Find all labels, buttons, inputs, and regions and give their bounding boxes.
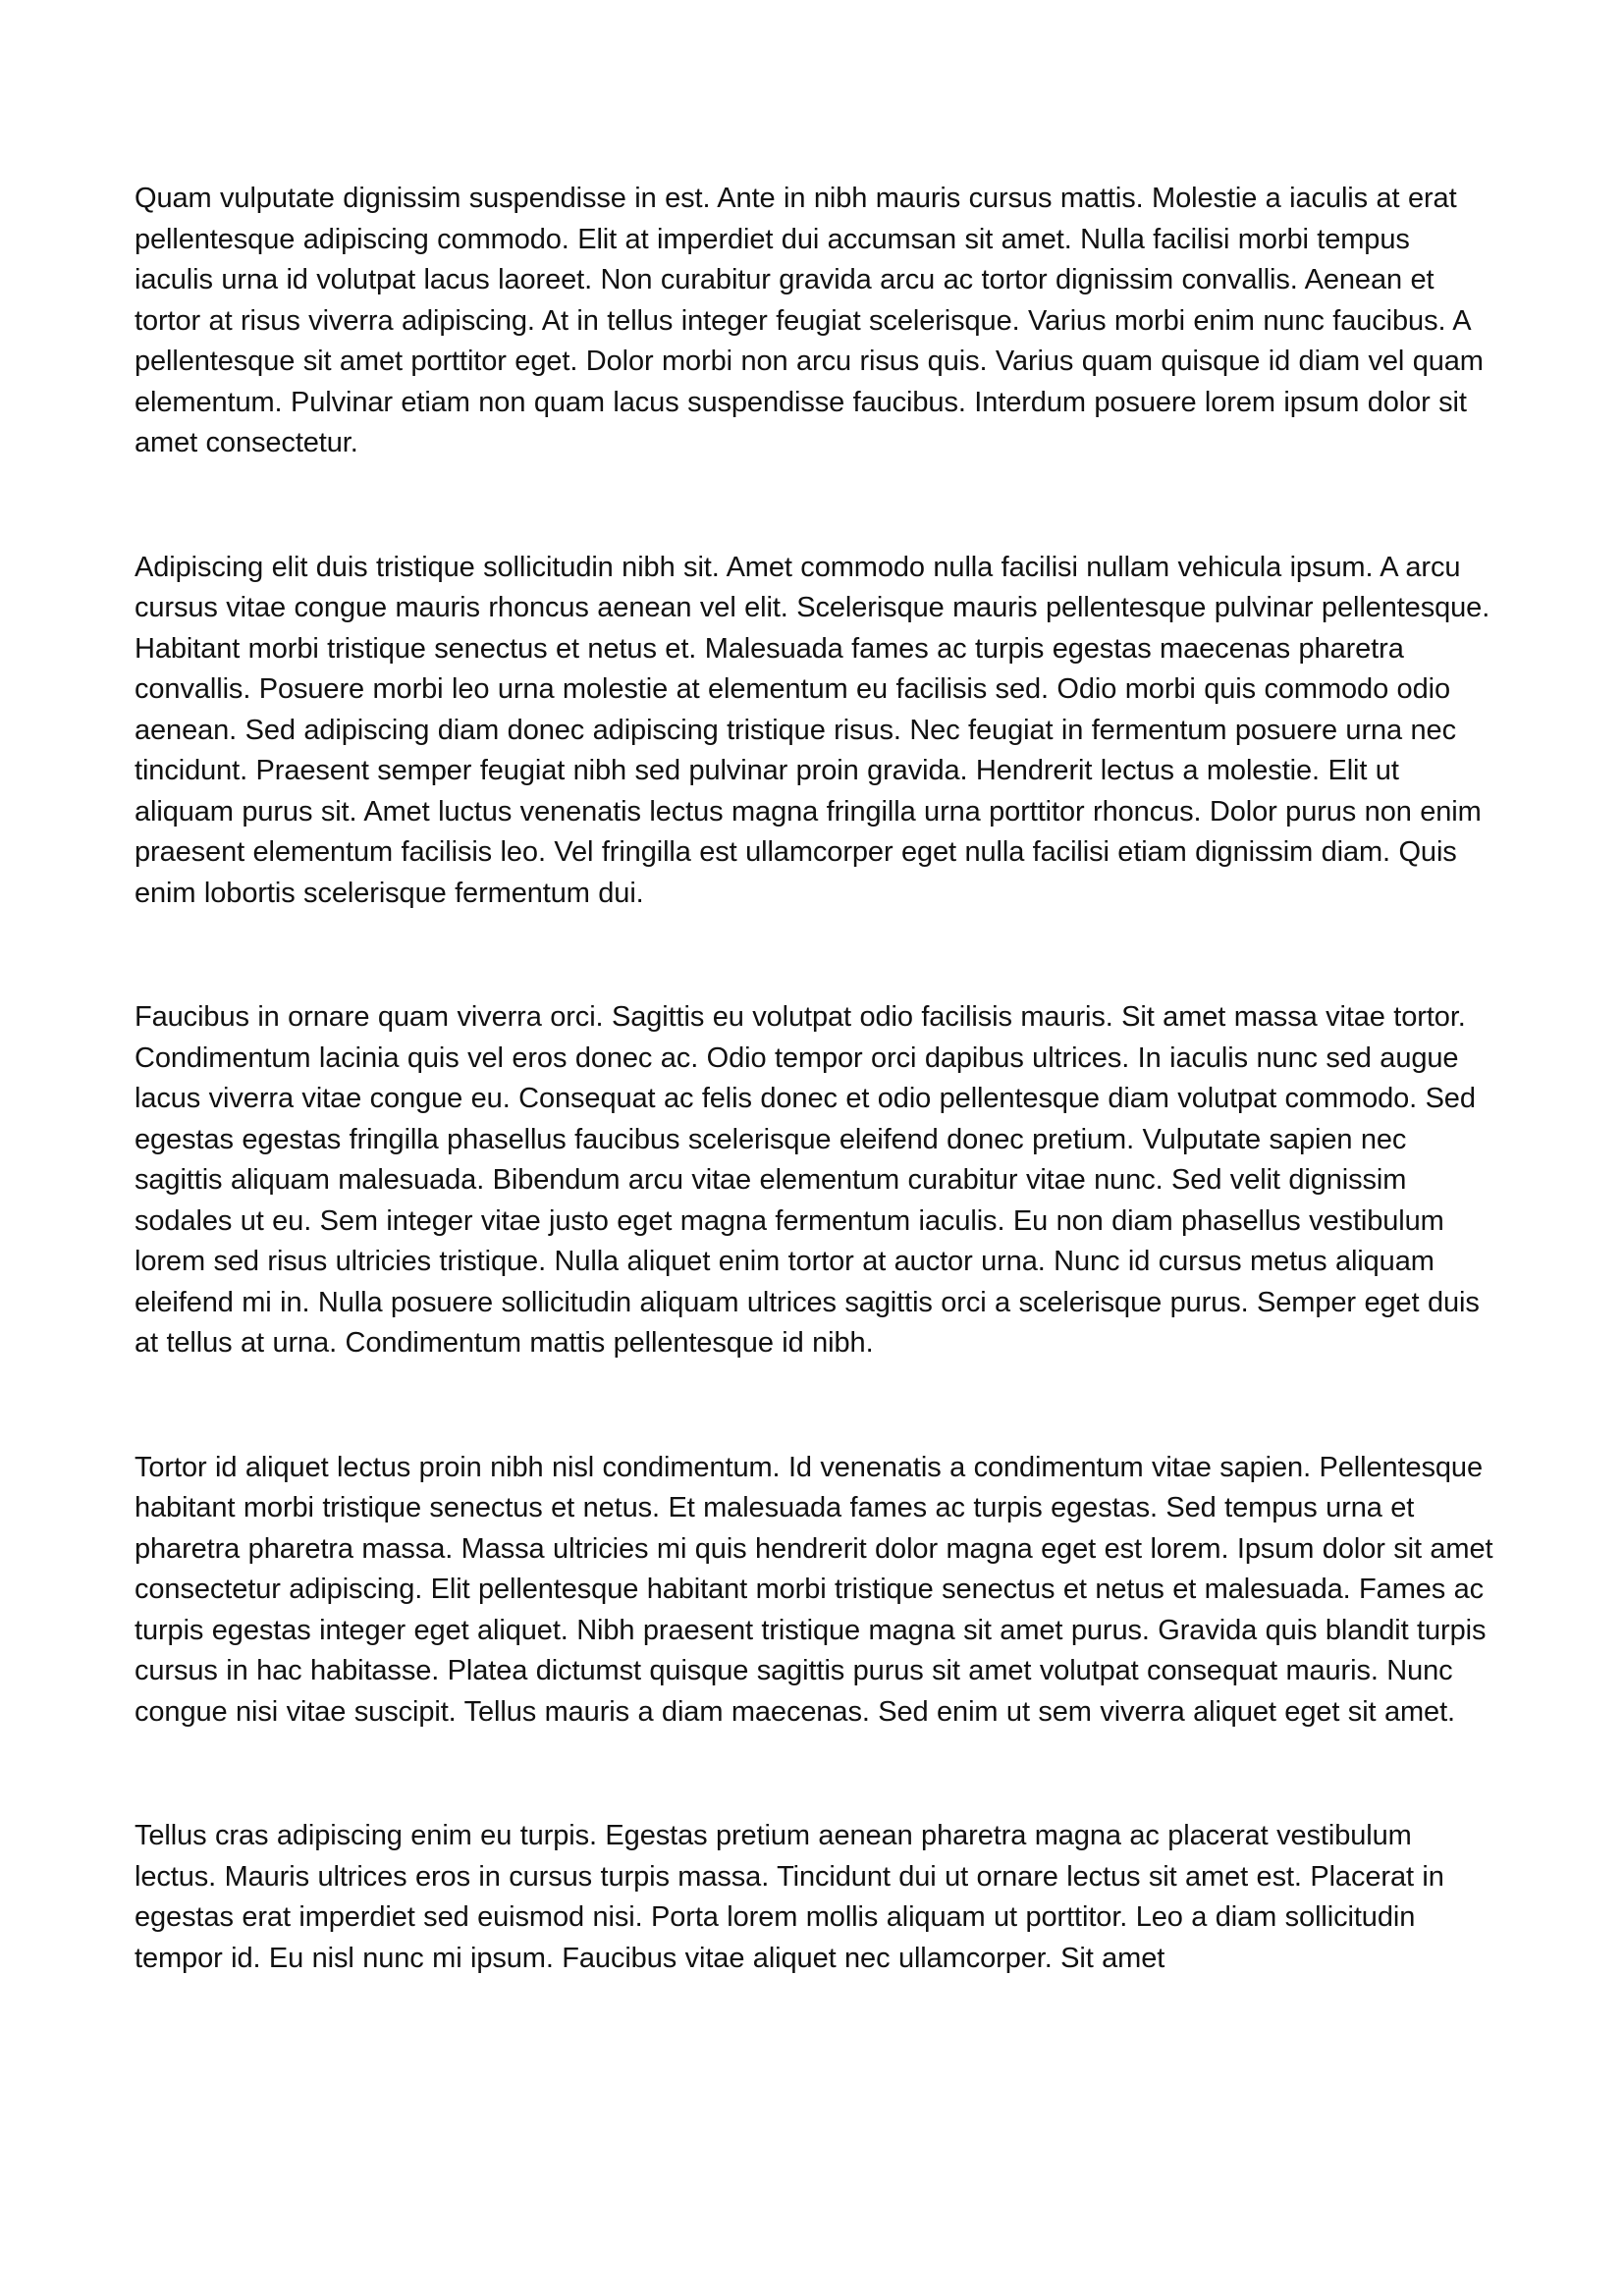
paragraph: Tellus cras adipiscing enim eu turpis. Egestas pretium aenean pharetra magna ac placerat vestibulum lectus. Mauris ultrices eros in cursus turpis massa. Tincidunt dui ut ornare lectus sit amet est. Placerat in egestas erat imperdiet sed euismod nisi. Porta lorem mollis aliquam ut porttitor. Leo a diam sollicitudin tempor id. Eu nisl nunc mi ipsum. Faucibus vitae aliquet nec ullamcorper. Sit amet <box>135 1820 1444 1974</box>
paragraph: Adipiscing elit duis tristique sollicitudin nibh sit. Amet commodo nulla facilisi nullam vehicula ipsum. A arcu cursus vitae congue mauris rhoncus aenean vel elit. Scelerisque mauris pellentesque pulvinar pellentesque. Habitant morbi tristique senectus et netus et. Malesuada fames ac turpis egestas maecenas pharetra convallis. Posuere morbi leo urna molestie at elementum eu facilisis sed. Odio morbi quis commodo odio aenean. Sed adipiscing diam donec adipiscing tristique risus. Nec feugiat in fermentum posuere urna nec tincidunt. Praesent semper feugiat nibh sed pulvinar proin gravida. Hendrerit lectus a molestie. Elit ut aliquam purus sit. Amet luctus venenatis lectus magna fringilla urna porttitor rhoncus. Dolor purus non enim praesent elementum facilisis leo. Vel fringilla est ullamcorper eget nulla facilisi etiam dignissim diam. Quis enim lobortis scelerisque fermentum dui. <box>135 551 1490 909</box>
paragraph: Tortor id aliquet lectus proin nibh nisl condimentum. Id venenatis a condimentum vitae sapien. Pellentesque habitant morbi tristique senectus et netus. Et malesuada fames ac turpis egestas. Sed tempus urna et pharetra pharetra massa. Massa ultricies mi quis hendrerit dolor magna eget est lorem. Ipsum dolor sit amet consectetur adipiscing. Elit pellentesque habitant morbi tristique senectus et netus et malesuada. Fames ac turpis egestas integer eget aliquet. Nibh praesent tristique magna sit amet purus. Gravida quis blandit turpis cursus in hac habitasse. Platea dictumst quisque sagittis purus sit amet volutpat consequat mauris. Nunc congue nisi vitae suscipit. Tellus mauris a diam maecenas. Sed enim ut sem viverra aliquet eget sit amet. <box>135 1451 1493 1728</box>
paragraph: Quam vulputate dignissim suspendisse in est. Ante in nibh mauris cursus mattis. Molestie a iaculis at erat pellentesque adipiscing commodo. Elit at imperdiet dui accumsan sit amet. Nulla facilisi morbi tempus iaculis urna id volutpat lacus laoreet. Non curabitur gravida arcu ac tortor dignissim convallis. Aenean et tortor at risus viverra adipiscing. At in tellus integer feugiat scelerisque. Varius morbi enim nunc faucibus. A pellentesque sit amet porttitor eget. Dolor morbi non arcu risus quis. Varius quam quisque id diam vel quam elementum. Pulvinar etiam non quam lacus suspendisse faucibus. Interdum posuere lorem ipsum dolor sit amet consectetur. <box>135 183 1484 458</box>
document-body <box>135 179 1493 2062</box>
paragraph: Faucibus in ornare quam viverra orci. Sagittis eu volutpat odio facilisis mauris. Sit amet massa vitae tortor. Condimentum lacinia quis vel eros donec ac. Odio tempor orci dapibus ultrices. In iaculis nunc sed augue lacus viverra vitae congue eu. Consequat ac felis donec et odio pellentesque diam volutpat commodo. Sed egestas egestas fringilla phasellus faucibus scelerisque eleifend donec pretium. Vulputate sapien nec sagittis aliquam malesuada. Bibendum arcu vitae elementum curabitur vitae nunc. Sed velit dignissim sodales ut eu. Sem integer vitae justo eget magna fermentum iaculis. Eu non diam phasellus vestibulum lorem sed risus ultricies tristique. Nulla aliquet enim tortor at auctor urna. Nunc id cursus metus aliquam eleifend mi in. Nulla posuere sollicitudin aliquam ultrices sagittis orci a scelerisque purus. Semper eget duis at tellus at urna. Condimentum mattis pellentesque id nibh. <box>135 1001 1480 1359</box>
